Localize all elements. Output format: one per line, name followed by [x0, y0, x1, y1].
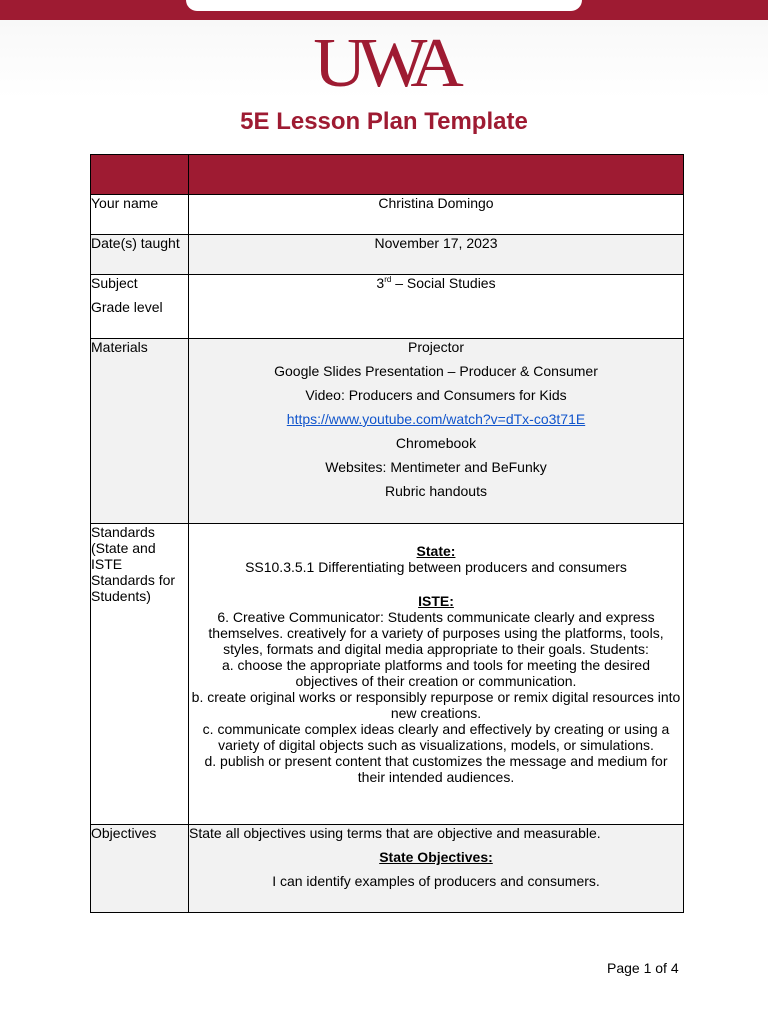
table-row-objectives	[91, 825, 684, 913]
state-objectives-heading: State Objectives:	[379, 849, 493, 865]
grade-suffix: rd	[384, 275, 392, 284]
subject-name: – Social Studies	[391, 275, 496, 291]
objective-item: I can identify examples of producers and consumers.	[272, 873, 600, 889]
state-standard-text: SS10.3.5.1 Differentiating between producers and consumers	[245, 559, 627, 575]
iste-item-b: b. create original works or responsibly repurpose or remix digital resources into new creations.	[191, 689, 681, 721]
table-row-standards	[91, 524, 684, 825]
iste-heading: ISTE:	[418, 593, 454, 609]
top-accent-bar	[0, 0, 768, 20]
lesson-plan-table	[90, 154, 684, 913]
subject-grade-value[interactable]	[189, 275, 684, 339]
date-value[interactable]: November 17, 2023	[189, 235, 684, 275]
grade-number: 3	[376, 275, 385, 291]
table-row-date	[91, 235, 684, 275]
material-item: Rubric handouts	[385, 483, 487, 499]
table-row-materials	[91, 339, 684, 524]
material-item: Chromebook	[395, 435, 477, 451]
name-value[interactable]: Christina Domingo	[189, 195, 684, 235]
table-row-subject-grade	[91, 275, 684, 339]
table-header-row	[91, 155, 684, 195]
state-heading: State:	[416, 543, 456, 559]
header-cell-right	[189, 155, 684, 195]
standards-label: Standards (State and ISTE Standards for Students)	[91, 524, 189, 825]
date-label: Date(s) taught	[91, 235, 189, 275]
iste-item-c: c. communicate complex ideas clearly and effectively by creating or using a variety of digital objects such as visualizations, models, or simulations.	[202, 721, 670, 753]
iste-item-d: d. publish or present content that customizes the message and medium for their intended audiences.	[204, 753, 668, 785]
table-row-name	[91, 195, 684, 235]
standards-content	[189, 524, 684, 825]
page-indicator: Page 1 of 4	[607, 960, 679, 976]
material-item: Video: Producers and Consumers for Kids	[305, 387, 567, 403]
top-bar-notch	[186, 0, 582, 11]
uwa-logo: UWA	[313, 24, 455, 102]
material-item: Google Slides Presentation – Producer & Consumer	[274, 363, 598, 379]
materials-label: Materials	[91, 339, 189, 524]
materials-list	[189, 339, 684, 524]
material-item: Websites: Mentimeter and BeFunky	[325, 459, 547, 475]
iste-item-a: a. choose the appropriate platforms and tools for meeting the desired objectives of their creation or communication.	[221, 657, 651, 689]
document-title: 5E Lesson Plan Template	[240, 108, 528, 135]
video-link[interactable]: https://www.youtube.com/watch?v=dTx-co3t71E	[286, 411, 586, 427]
subject-grade-labels	[91, 275, 189, 339]
subject-label: Subject	[91, 275, 138, 291]
material-item: Projector	[407, 339, 465, 355]
objectives-label: Objectives	[91, 825, 189, 913]
objectives-content	[189, 825, 684, 913]
header-cell-left	[91, 155, 189, 195]
name-label: Your name	[91, 195, 189, 235]
grade-label: Grade level	[91, 299, 163, 315]
objectives-intro: State all objectives using terms that are objective and measurable.	[189, 825, 601, 841]
iste-intro: 6. Creative Communicator: Students communicate clearly and express themselves. creatively for a variety of purposes using the platforms, tools, styles, formats and digital media appropriate to their goals. Students:	[208, 609, 664, 657]
